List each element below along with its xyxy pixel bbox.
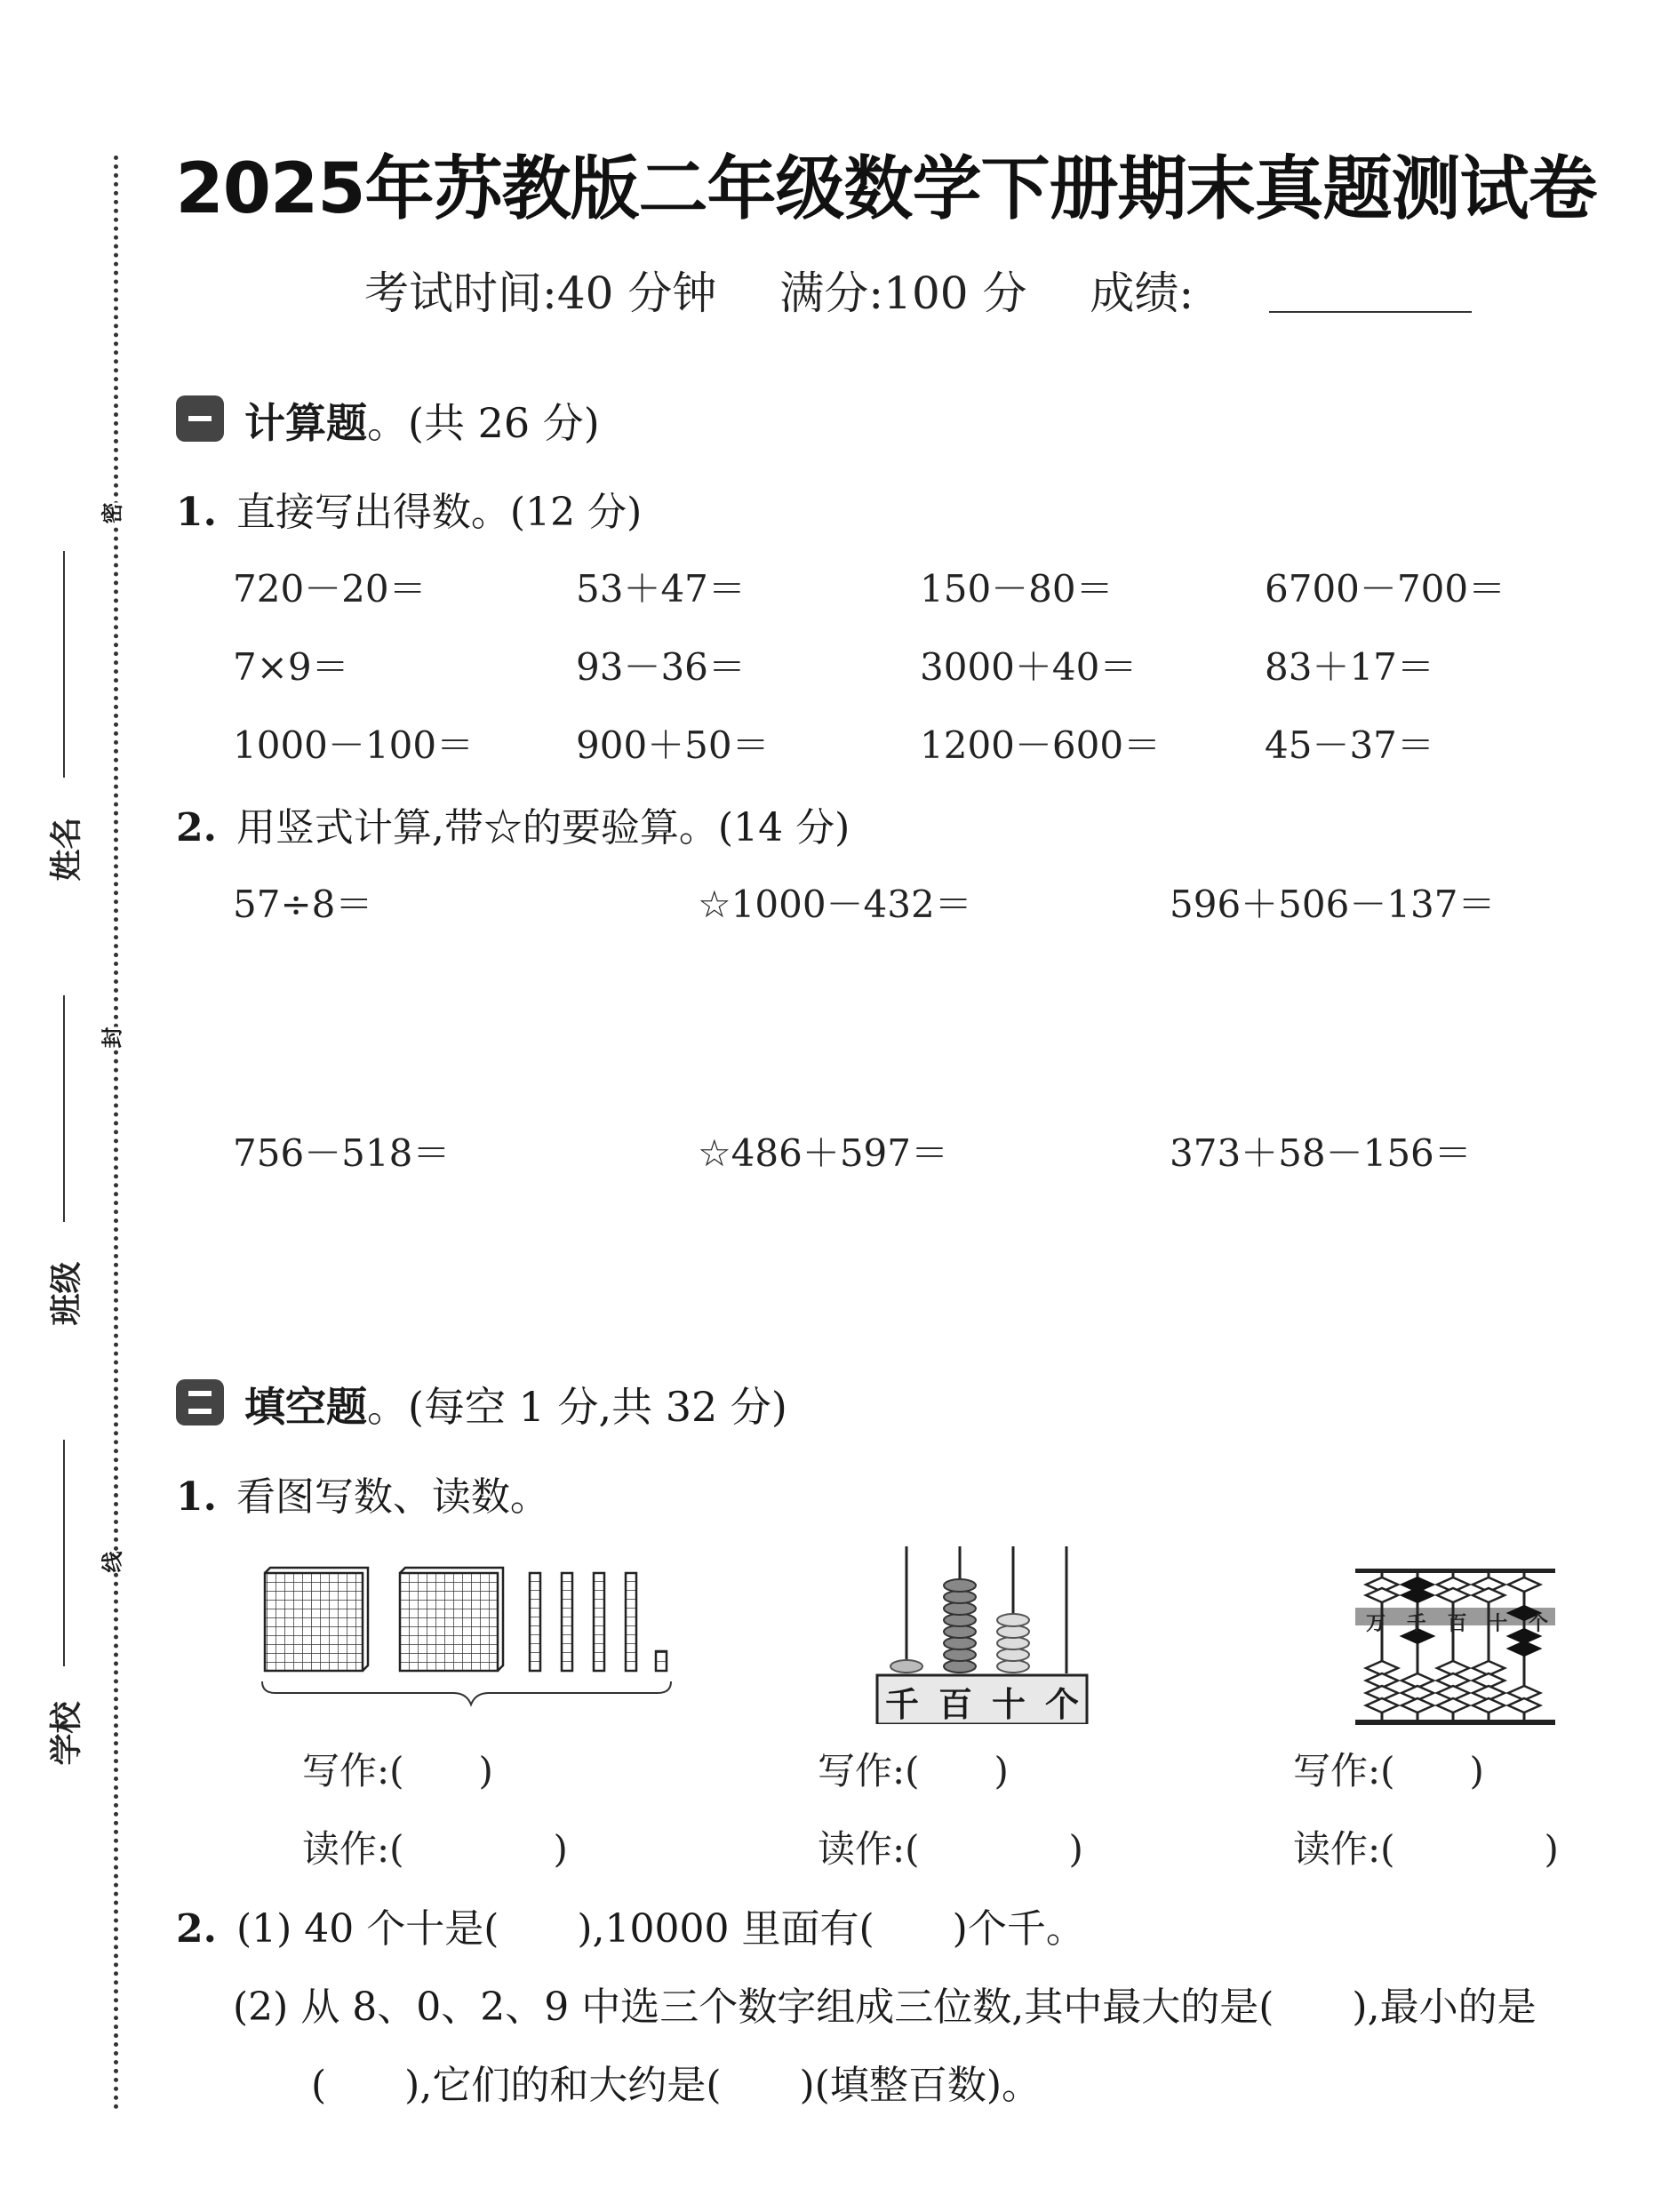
oral-item: 1000－100＝ [233,723,475,767]
read-as-answer-2[interactable]: 读作:( ) [818,1827,1083,1871]
oral-item: 53＋47＝ [576,567,746,611]
place-hundreds: 百 [938,1684,972,1724]
ten-rod [530,1573,540,1671]
place-ones: 个 [1044,1684,1079,1724]
brace [262,1681,671,1705]
seal-xian: 线 [95,1552,126,1573]
vertical-item: ☆1000－432＝ [698,882,972,926]
place-hundreds: 百 [1447,1612,1467,1635]
school-label: 学校 [48,1701,85,1766]
binding-dotted-line [114,156,118,2111]
question-number: 1. [176,1474,217,1520]
write-as-answer-3[interactable]: 写作:( ) [1293,1749,1484,1793]
oral-item: 7×9＝ [233,645,349,689]
base-ten-blocks-figure [258,1564,684,1720]
place-ten-thousands: 万 [1366,1612,1386,1635]
vertical-item: 756－518＝ [233,1131,451,1175]
class-label: 班级 [48,1261,85,1326]
question-number: 2. [176,805,217,850]
vertical-item: ☆486＋597＝ [698,1131,948,1175]
oral-item: 150－80＝ [920,567,1114,611]
hundred-block [400,1568,503,1671]
question-1-1 [176,480,642,537]
name-label: 姓名 [48,817,85,882]
oral-item: 1200－600＝ [920,723,1162,767]
seal-feng: 封 [95,1027,126,1049]
vertical-item: 57÷8＝ [233,882,373,926]
abacus-labels [1366,1609,1548,1636]
place-tens: 十 [1488,1612,1508,1635]
question-text: 直接写出得数。(12 分) [236,490,643,535]
exam-time: 考试时间:40 分钟 [364,268,717,319]
question-text: 用竖式计算,带☆的要验算。(14 分) [236,805,850,850]
seal-mi: 密 [95,503,126,524]
ten-rod [594,1573,604,1671]
oral-item: 83＋17＝ [1265,645,1434,689]
section-two-title: 填空题 [244,1383,367,1431]
section-two-heading [244,1375,787,1433]
exam-info [364,258,1242,322]
abacus-figure [1355,1569,1555,1729]
section-one-title: 计算题 [244,399,367,447]
oral-item: 93－36＝ [576,645,746,689]
ten-rod [626,1573,636,1671]
score-label: 成绩: [1090,268,1194,319]
oral-item: 900＋50＝ [576,723,770,767]
question-text: 看图写数、读数。 [236,1474,549,1520]
write-as-answer-2[interactable]: 写作:( ) [818,1749,1009,1793]
section-one-note: 。(共 26 分) [367,399,600,447]
full-score: 满分:100 分 [779,268,1027,319]
oral-item: 720－20＝ [233,567,427,611]
oral-item: 3000＋40＝ [920,645,1138,689]
score-blank[interactable] [1269,311,1472,313]
page-title: 2025年苏教版二年级数学下册期末真题测试卷 [175,149,1597,229]
question-number: 2. [176,1906,217,1952]
hundred-block [265,1568,368,1671]
read-as-answer-1[interactable]: 读作:( ) [302,1827,568,1871]
place-ones: 个 [1528,1612,1548,1635]
oral-item: 45－37＝ [1265,723,1434,767]
question-2-2 [176,1897,1085,1953]
ten-rod [562,1573,572,1671]
name-blank-line [63,551,65,778]
read-as-answer-3[interactable]: 读作:( ) [1293,1827,1559,1871]
section-two-badge [176,1379,224,1425]
vertical-item: 373＋58－156＝ [1170,1131,1472,1175]
question-2-2-line3: ( ),它们的和大约是( )(填整百数)。 [311,2063,1041,2108]
section-one-badge [176,395,224,442]
question-2-2-line2: (2) 从 8、0、2、9 中选三个数字组成三位数,其中最大的是( ),最小的是 [233,1984,1537,2030]
place-tens: 十 [991,1684,1026,1724]
counting-frame-labels [885,1677,1079,1726]
place-thousands: 千 [885,1684,920,1724]
place-thousands: 千 [1406,1612,1426,1635]
section-one-heading [244,391,600,450]
class-blank-line [63,995,65,1222]
write-as-answer-1[interactable]: 写作:( ) [302,1749,493,1793]
question-2-1 [176,1465,549,1521]
oral-item: 6700－700＝ [1265,567,1506,611]
question-1-2 [176,795,850,852]
unit-cube [656,1651,667,1671]
section-two-note: 。(每空 1 分,共 32 分) [367,1383,787,1431]
question-number: 1. [176,490,217,535]
vertical-item: 596＋506－137＝ [1170,882,1496,926]
question-text-part1: (1) 40 个十是( ),10000 里面有( )个千。 [236,1906,1085,1952]
school-blank-line [63,1440,65,1666]
